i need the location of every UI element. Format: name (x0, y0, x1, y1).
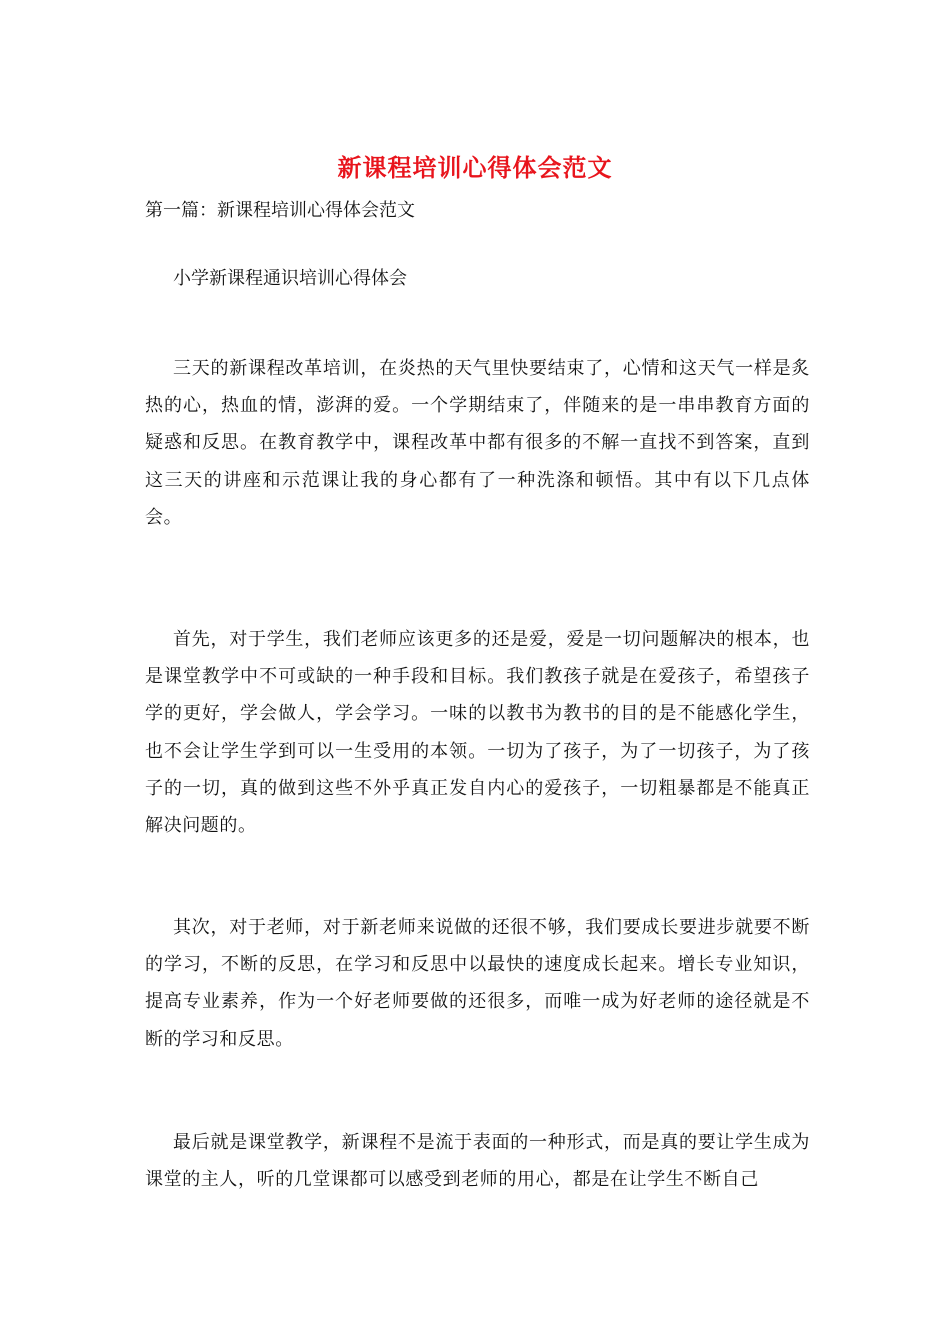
body-paragraph-2: 首先，对于学生，我们老师应该更多的还是爱，爱是一切问题解决的根本，也是课堂教学中不可或缺的一种手段和目标。我们教孩子就是在爱孩子，希望孩子学的更好，学会做人，学会学习。一味的以教书为教书的目的是不能感化学生，也不会让学生学到可以一生受用的本领。一切为了孩子，为了一切孩子，为了孩子的一切，真的做到这些不外乎真正发自内心的爱孩子，一切粗暴都是不能真正解决问题的。 (145, 629, 810, 837)
body-paragraph-1: 三天的新课程改革培训，在炎热的天气里快要结束了，心情和这天气一样是炙热的心，热血的情，澎湃的爱。一个学期结束了，伴随来的是一串串教育方面的疑惑和反思。在教育教学中，课程改革中都有很多的不解一直找不到答案，直到这三天的讲座和示范课让我的身心都有了一种洗涤和顿悟。其中有以下几点体会。 (145, 358, 810, 528)
sub-heading: 小学新课程通识培训心得体会 (173, 268, 407, 289)
body-paragraph-3: 其次，对于老师，对于新老师来说做的还很不够，我们要成长要进步就要不断的学习，不断的反思，在学习和反思中以最快的速度成长起来。增长专业知识，提高专业素养，作为一个好老师要做的还很多，而唯一成为好老师的途径就是不断的学习和反思。 (145, 917, 810, 1050)
document-title: 新课程培训心得体会范文 (337, 153, 613, 182)
section-heading: 第一篇：新课程培训心得体会范文 (145, 200, 415, 221)
body-paragraph-4: 最后就是课堂教学，新课程不是流于表面的一种形式，而是真的要让学生成为课堂的主人，听的几堂课都可以感受到老师的用心，都是在让学生不断自己 (145, 1132, 810, 1191)
